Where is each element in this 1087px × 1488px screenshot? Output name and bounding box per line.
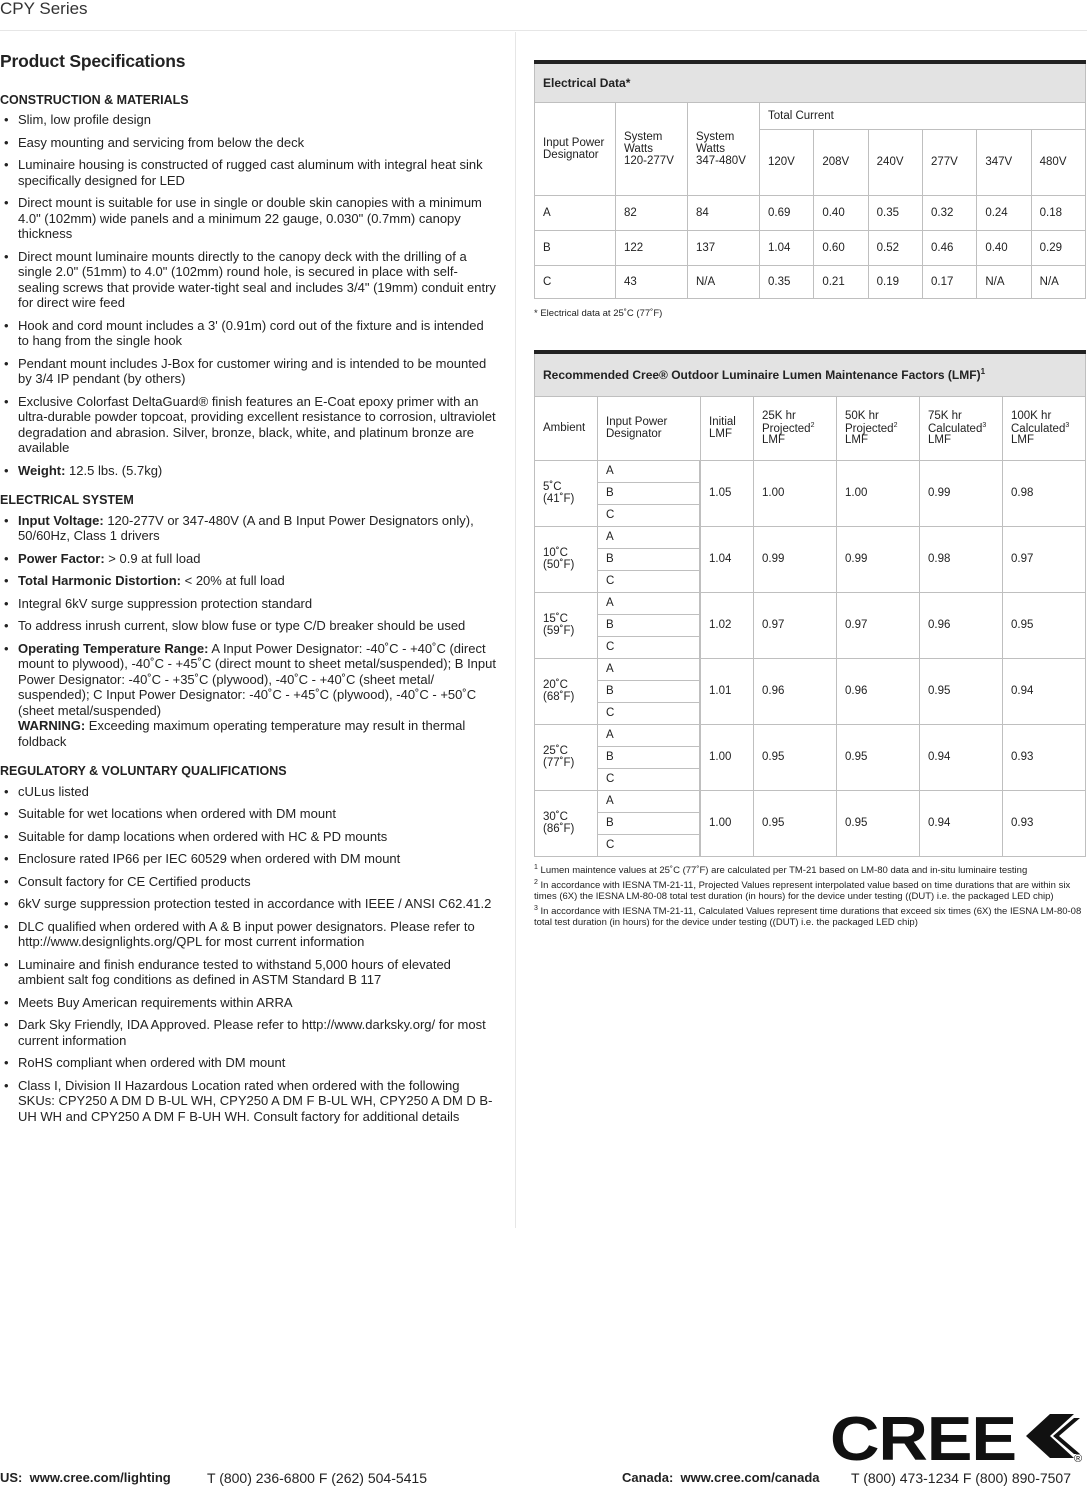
col-header-total-current: Total Current: [760, 102, 1086, 129]
table-cell: 0.21: [814, 265, 868, 298]
table-row: [535, 195, 1086, 230]
item-label: Operating Temperature Range:: [18, 640, 209, 656]
registered-mark: ®: [1074, 1453, 1083, 1464]
col-header: Initial LMF: [701, 396, 754, 460]
lmf-value-cell: 1.00: [837, 460, 920, 526]
lmf-value-cell: 1.01: [701, 658, 754, 724]
lmf-table: [534, 350, 1086, 857]
table-cell: 0.29: [1031, 230, 1085, 265]
table-cell: 0.40: [977, 230, 1031, 265]
table-cell: 137: [688, 230, 760, 265]
designator-cell: C: [598, 768, 700, 790]
list-item: • Suitable for wet locations when ordered with DM mount: [0, 806, 497, 822]
designator-cell: B: [598, 482, 700, 504]
designator-cell: A: [598, 526, 700, 548]
electrical-system-list: [0, 513, 497, 750]
table-row: [535, 526, 1086, 548]
col-header: 100K hr Calculated$^3$ LMF: [1003, 396, 1086, 460]
regulatory-list: [0, 784, 497, 1125]
lmf-footnotes: [534, 862, 1086, 929]
list-item: • Meets Buy American requirements within ARRA: [0, 995, 497, 1011]
table-row: [535, 658, 1086, 680]
designator-cell: A: [598, 592, 700, 614]
footer-ca-label: Canada:: [622, 1470, 674, 1485]
footer-us-url[interactable]: www.cree.com/lighting: [29, 1470, 171, 1485]
footer-us-phone: T (800) 236-6800 F (262) 504-5415: [207, 1470, 427, 1486]
lmf-value-cell: 0.95: [754, 724, 837, 790]
table-cell: 0.46: [922, 230, 976, 265]
list-item: [0, 513, 497, 544]
lmf-title: Recommended Cree® Outdoor Luminaire Lumen Maintenance Factors (LMF)$^1$: [535, 352, 1086, 396]
lmf-value-cell: 0.94: [1003, 658, 1086, 724]
table-cell: 0.40: [814, 195, 868, 230]
col-header: 75K hr Calculated$^3$ LMF: [920, 396, 1003, 460]
list-item: • Exclusive Colorfast DeltaGuard® finish features an E-Coat epoxy primer with an ultra-durable powder topcoat, providing excellent resistance to corrosion, ultraviolet degradation and abrasion. Silver, bronze, black, white, and platinum bronze are available: [0, 394, 497, 456]
product-specifications: [0, 51, 497, 1139]
col-header: System Watts 120-277V: [616, 102, 688, 195]
page-title: Product Specifications: [0, 51, 186, 71]
table-cell: B: [535, 230, 616, 265]
item-value: A Input Power Designator: -40˚C - +40˚C (direct mount to plywood), -40˚C - +45˚C (direct mount to sheet metal/suspended); B Input Power Designator: -40˚C - +35˚C (plywood), -40˚C - +40˚C (sheet metal/ suspended); C Input Power Designator: -40˚C - +45˚C (plywood), -40˚C - +50˚C (sheet metal/suspended): [18, 640, 496, 718]
footer-ca-url[interactable]: www.cree.com/canada: [680, 1470, 820, 1485]
designator-cell: A: [598, 460, 700, 482]
item-label: Input Voltage:: [18, 512, 104, 528]
list-item: • To address inrush current, slow blow fuse or type C/D breaker should be used: [0, 618, 497, 634]
cree-chevron-icon: [1026, 1414, 1082, 1458]
col-header: Input Power Designator: [535, 102, 616, 195]
ambient-cell: 5˚C (41˚F): [535, 460, 598, 526]
lmf-value-cell: 0.95: [754, 790, 837, 856]
designator-cell: A: [598, 658, 700, 680]
table-cell: 0.69: [760, 195, 814, 230]
lmf-value-cell: 0.98: [920, 526, 1003, 592]
col-header: System Watts 347-480V: [688, 102, 760, 195]
designator-cell: B: [598, 746, 700, 768]
lmf-value-cell: 0.97: [837, 592, 920, 658]
electrical-data-table: [534, 60, 1086, 299]
lmf-value-cell: 0.94: [920, 724, 1003, 790]
lmf-value-cell: 0.95: [920, 658, 1003, 724]
col-header: 50K hr Projected$^2$ LMF: [837, 396, 920, 460]
table-row: [535, 230, 1086, 265]
list-item: • Suitable for damp locations when ordered with HC & PD mounts: [0, 829, 497, 845]
lmf-value-cell: 0.98: [1003, 460, 1086, 526]
table-cell: N/A: [688, 265, 760, 298]
list-item: • Class I, Division II Hazardous Location rated when ordered with the following SKUs: CPY250 A DM D B-UL WH, CPY250 A DM F B-UL WH, CPY250 A DM D B-UH WH and CPY250 A DM F B-UH WH. Consult factory for additional details: [0, 1078, 497, 1125]
item-value: 120-277V or 347-480V (A and B Input Power Designators only), 50/60Hz, Class 1 drivers: [18, 512, 474, 543]
table-cell: 82: [616, 195, 688, 230]
footer-canada: [622, 1470, 820, 1485]
electrical-data-title: Electrical Data*: [535, 62, 1086, 102]
series-title: CPY Series: [0, 0, 88, 18]
col-header-voltage: 347V: [977, 129, 1031, 195]
list-item: • RoHS compliant when ordered with DM mount: [0, 1055, 497, 1071]
ambient-cell: 15˚C (59˚F): [535, 592, 598, 658]
col-header-voltage: 277V: [922, 129, 976, 195]
lmf-value-cell: 0.99: [754, 526, 837, 592]
table-row: [535, 460, 1086, 482]
logo-text: CREE: [830, 1406, 1016, 1464]
list-item: [0, 641, 497, 750]
designator-cell: A: [598, 790, 700, 812]
list-item: [0, 551, 497, 567]
list-item-weight: [0, 463, 497, 479]
table-cell: N/A: [977, 265, 1031, 298]
ambient-cell: 25˚C (77˚F): [535, 724, 598, 790]
lmf-value-cell: 0.93: [1003, 790, 1086, 856]
designator-cell: A: [598, 724, 700, 746]
list-item: • cULus listed: [0, 784, 497, 800]
list-item: • Consult factory for CE Certified products: [0, 874, 497, 890]
lmf-value-cell: 1.05: [701, 460, 754, 526]
list-item: • 6kV surge suppression protection tested in accordance with IEEE / ANSI C62.41.2: [0, 896, 497, 912]
item-value: < 20% at full load: [184, 573, 285, 588]
item-value: > 0.9 at full load: [104, 550, 201, 566]
table-row: [535, 724, 1086, 746]
designator-cell: B: [598, 548, 700, 570]
list-item: • Enclosure rated IP66 per IEC 60529 when ordered with DM mount: [0, 851, 497, 867]
table-cell: 0.52: [868, 230, 922, 265]
table-cell: 0.19: [868, 265, 922, 298]
construction-list: [0, 112, 497, 478]
list-item: [0, 573, 497, 589]
regulatory-heading: REGULATORY & VOLUNTARY QUALIFICATIONS: [0, 764, 287, 778]
lmf-value-cell: 0.95: [837, 724, 920, 790]
list-item: • DLC qualified when ordered with A & B input power designators. Please refer to http://www.designlights.org/QPL for most current information: [0, 919, 497, 950]
warning-label: WARNING:: [18, 718, 86, 733]
table-cell: 84: [688, 195, 760, 230]
table-cell: C: [535, 265, 616, 298]
ambient-cell: 10˚C (50˚F): [535, 526, 598, 592]
list-item: • Direct mount luminaire mounts directly to the canopy deck with the drilling of a single 2.0" (51mm) to 4.0" (102mm) round hole, is secured in place with self-sealing screws that provide water-tight seal and includes 3/4" (19mm) conduit entry for direct wire feed: [0, 249, 497, 311]
lmf-value-cell: 1.00: [754, 460, 837, 526]
col-header-voltage: 240V: [868, 129, 922, 195]
lmf-value-cell: 0.97: [754, 592, 837, 658]
col-header: Ambient: [535, 396, 598, 460]
weight-value: 12.5 lbs. (5.7kg): [69, 462, 163, 478]
item-label: Total Harmonic Distortion:: [18, 573, 181, 588]
lmf-note: $^1$ Lumen maintence values at 25˚C (77˚F) are calculated per TM-21 based on LM-80 data and in-situ luminaire testing: [534, 864, 1028, 877]
table-row: [535, 592, 1086, 614]
col-header-voltage: 120V: [760, 129, 814, 195]
designator-cell: B: [598, 812, 700, 834]
table-cell: 1.04: [760, 230, 814, 265]
designator-cell: C: [598, 636, 700, 658]
designator-cell: C: [598, 570, 700, 592]
list-item: • Dark Sky Friendly, IDA Approved. Please refer to http://www.darksky.org/ for most current information: [0, 1017, 497, 1048]
lmf-value-cell: 1.00: [701, 790, 754, 856]
col-header: Input Power Designator: [598, 396, 701, 460]
lmf-value-cell: 1.00: [701, 724, 754, 790]
table-cell: 43: [616, 265, 688, 298]
lmf-value-cell: 0.99: [837, 526, 920, 592]
weight-label: Weight:: [18, 462, 66, 478]
table-cell: 122: [616, 230, 688, 265]
list-item: • Easy mounting and servicing from below the deck: [0, 135, 497, 151]
col-header: 25K hr Projected$^2$ LMF: [754, 396, 837, 460]
list-item: • Hook and cord mount includes a 3' (0.91m) cord out of the fixture and is intended to hang from the single hook: [0, 318, 497, 349]
footer-us: [0, 1470, 171, 1485]
col-header-voltage: 480V: [1031, 129, 1085, 195]
electrical-system-heading: ELECTRICAL SYSTEM: [0, 493, 134, 507]
item-label: Power Factor:: [18, 550, 105, 566]
lmf-value-cell: 0.95: [1003, 592, 1086, 658]
col-header-voltage: 208V: [814, 129, 868, 195]
lmf-value-cell: 0.97: [1003, 526, 1086, 592]
footer-ca-phone: T (800) 473-1234 F (800) 890-7507: [851, 1470, 1071, 1486]
list-item: • Integral 6kV surge suppression protection standard: [0, 596, 497, 612]
table-cell: 0.24: [977, 195, 1031, 230]
lmf-value-cell: 0.94: [920, 790, 1003, 856]
list-item: • Slim, low profile design: [0, 112, 497, 128]
cree-logo-mark: [830, 1406, 1087, 1464]
table-cell: 0.60: [814, 230, 868, 265]
table-cell: A: [535, 195, 616, 230]
construction-heading: CONSTRUCTION & MATERIALS: [0, 92, 189, 107]
table-cell: 0.17: [922, 265, 976, 298]
table-row: [535, 790, 1086, 812]
lmf-value-cell: 0.93: [1003, 724, 1086, 790]
ambient-cell: 30˚C (86˚F): [535, 790, 598, 856]
lmf-value-cell: 1.02: [701, 592, 754, 658]
designator-cell: B: [598, 614, 700, 636]
table-cell: 0.32: [922, 195, 976, 230]
column-divider: [515, 32, 516, 1228]
list-item: • Direct mount is suitable for use in single or double skin canopies with a minimum 4.0" (102mm) wide panels and a minimum 22 gauge, 0.030" (0.7mm) canopy thickness: [0, 195, 497, 242]
table-cell: 0.35: [760, 265, 814, 298]
lmf-value-cell: 0.96: [754, 658, 837, 724]
warning-value: Exceeding maximum operating temperature may result in thermal foldback: [18, 718, 466, 749]
table-cell: 0.35: [868, 195, 922, 230]
list-item: • Luminaire housing is constructed of rugged cast aluminum with integral heat sink specifically designed for LED: [0, 157, 497, 188]
lmf-value-cell: 0.99: [920, 460, 1003, 526]
table-cell: 0.18: [1031, 195, 1085, 230]
designator-cell: C: [598, 702, 700, 724]
table-cell: N/A: [1031, 265, 1085, 298]
lmf-body: [535, 460, 1086, 856]
lmf-value-cell: 0.96: [837, 658, 920, 724]
designator-cell: C: [598, 504, 700, 526]
lmf-value-cell: 1.04: [701, 526, 754, 592]
lmf-value-cell: 0.96: [920, 592, 1003, 658]
table-row: [535, 265, 1086, 298]
lmf-note: $^3$ In accordance with IESNA TM-21-11, Calculated Values represent time durations that exceed six times (6X) the IESNA LM-80-08 total test duration (in hours) for the device under testing ((DUT) i.e. the packaged LED chip): [534, 904, 1082, 929]
electrical-data-footnote: * Electrical data at 25˚C (77˚F): [534, 308, 663, 319]
lmf-value-cell: 0.95: [837, 790, 920, 856]
lmf-note: $^2$ In accordance with IESNA TM-21-11, Projected Values represent interpolated value based on time durations that are within six times (6X) the IESNA LM-80-08 total test duration (in hours) for the device under testing ((DUT) i.e. the packaged LED chip): [534, 878, 1071, 903]
footer-us-label: US:: [0, 1470, 23, 1485]
list-item: • Luminaire and finish endurance tested to withstand 5,000 hours of elevated ambient salt fog conditions as defined in ASTM Standard B 117: [0, 957, 497, 988]
ambient-cell: 20˚C (68˚F): [535, 658, 598, 724]
list-item: • Pendant mount includes J-Box for customer wiring and is intended to be mounted by 3/4 IP pendant (by others): [0, 356, 497, 387]
designator-cell: B: [598, 680, 700, 702]
designator-cell: C: [598, 834, 700, 856]
page-header: [0, 0, 1087, 31]
cree-logo: [830, 1406, 1087, 1464]
